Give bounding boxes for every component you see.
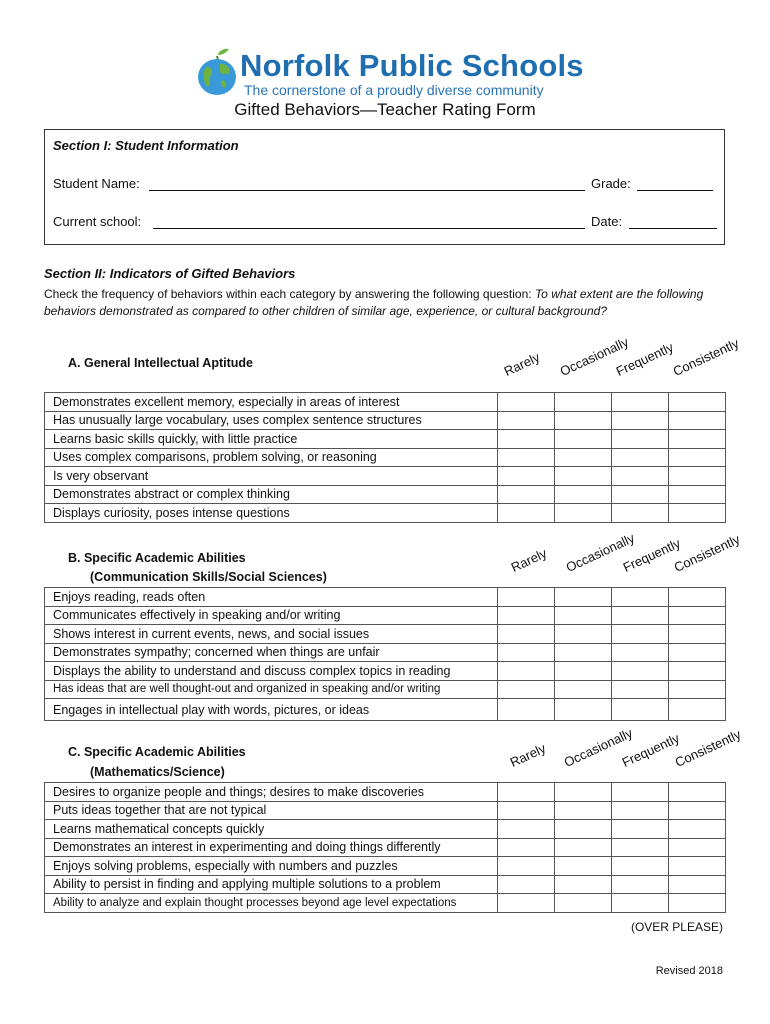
date-field[interactable] — [629, 228, 717, 229]
checkbox-cell[interactable] — [555, 680, 612, 699]
behavior-label: Uses complex comparisons, problem solving, or reasoning — [45, 448, 498, 467]
date-label: Date: — [591, 214, 623, 229]
checkbox-cell[interactable] — [669, 838, 726, 857]
category-a-table — [44, 392, 726, 523]
table-row — [45, 894, 726, 913]
freq-label-rarely: Rarely — [501, 349, 543, 379]
freq-label-consistently: Consistently — [672, 726, 744, 770]
category-b-title: B. Specific Academic Abilities — [68, 551, 246, 565]
checkbox-cell[interactable] — [612, 838, 669, 857]
checkbox-cell[interactable] — [498, 699, 555, 721]
category-c-table — [44, 782, 726, 913]
checkbox-cell[interactable] — [555, 801, 612, 820]
freq-label-frequently: Frequently — [620, 535, 683, 575]
checkbox-cell[interactable] — [555, 467, 612, 486]
checkbox-cell[interactable] — [669, 430, 726, 449]
checkbox-cell[interactable] — [669, 485, 726, 504]
checkbox-cell[interactable] — [669, 857, 726, 876]
table-row — [45, 430, 726, 449]
checkbox-cell[interactable] — [498, 820, 555, 839]
checkbox-cell[interactable] — [612, 411, 669, 430]
behavior-label: Demonstrates an interest in experimenting and doing things differently — [45, 838, 498, 857]
freq-label-frequently: Frequently — [613, 339, 676, 379]
table-row — [45, 393, 726, 412]
checkbox-cell[interactable] — [498, 875, 555, 894]
behavior-label: Communicates effectively in speaking and/or writing — [45, 606, 498, 625]
checkbox-cell[interactable] — [555, 606, 612, 625]
checkbox-cell[interactable] — [498, 485, 555, 504]
freq-label-rarely: Rarely — [507, 740, 549, 770]
checkbox-cell[interactable] — [669, 411, 726, 430]
checkbox-cell[interactable] — [669, 820, 726, 839]
checkbox-cell[interactable] — [612, 699, 669, 721]
checkbox-cell[interactable] — [555, 643, 612, 662]
checkbox-cell[interactable] — [612, 448, 669, 467]
checkbox-cell[interactable] — [555, 504, 612, 523]
checkbox-cell[interactable] — [555, 699, 612, 721]
behavior-label: Has ideas that are well thought-out and organized in speaking and/or writing — [45, 680, 498, 699]
checkbox-cell[interactable] — [612, 783, 669, 802]
checkbox-cell[interactable] — [498, 448, 555, 467]
table-row — [45, 680, 726, 699]
table-row — [45, 838, 726, 857]
behavior-label: Demonstrates sympathy; concerned when things are unfair — [45, 643, 498, 662]
checkbox-cell[interactable] — [612, 588, 669, 607]
checkbox-cell[interactable] — [555, 485, 612, 504]
checkbox-cell[interactable] — [669, 448, 726, 467]
grade-field[interactable] — [637, 190, 713, 191]
behavior-label: Has unusually large vocabulary, uses complex sentence structures — [45, 411, 498, 430]
behavior-label: Desires to organize people and things; desires to make discoveries — [45, 783, 498, 802]
table-row — [45, 588, 726, 607]
checkbox-cell[interactable] — [498, 467, 555, 486]
table-row — [45, 411, 726, 430]
checkbox-cell[interactable] — [669, 625, 726, 644]
table-row — [45, 485, 726, 504]
checkbox-cell[interactable] — [555, 820, 612, 839]
student-info-box — [44, 129, 725, 245]
checkbox-cell[interactable] — [612, 625, 669, 644]
current-school-label: Current school: — [53, 214, 142, 229]
school-name: Norfolk Public Schools — [240, 48, 584, 83]
checkbox-cell[interactable] — [612, 643, 669, 662]
freq-label-frequently: Frequently — [619, 730, 682, 770]
checkbox-cell[interactable] — [555, 857, 612, 876]
behavior-label: Enjoys solving problems, especially with numbers and puzzles — [45, 857, 498, 876]
category-a-title: A. General Intellectual Aptitude — [68, 356, 253, 370]
over-please-note: (OVER PLEASE) — [630, 920, 723, 934]
checkbox-cell[interactable] — [612, 485, 669, 504]
section2-title: Section II: Indicators of Gifted Behaviors — [44, 266, 296, 281]
school-logo — [196, 44, 596, 102]
table-row — [45, 606, 726, 625]
category-b-table — [44, 587, 726, 721]
checkbox-cell[interactable] — [498, 680, 555, 699]
behavior-label: Displays curiosity, poses intense questions — [45, 504, 498, 523]
checkbox-cell[interactable] — [612, 504, 669, 523]
checkbox-cell[interactable] — [612, 894, 669, 913]
table-row — [45, 875, 726, 894]
behavior-label: Ability to analyze and explain thought processes beyond age level expectations — [45, 894, 498, 913]
freq-label-occasionally: Occasionally — [557, 334, 631, 379]
checkbox-cell[interactable] — [669, 875, 726, 894]
table-row — [45, 699, 726, 721]
behavior-label: Ability to persist in finding and applying multiple solutions to a problem — [45, 875, 498, 894]
checkbox-cell[interactable] — [498, 857, 555, 876]
form-title: Gifted Behaviors—Teacher Rating Form — [234, 100, 536, 119]
student-name-field[interactable] — [149, 190, 585, 191]
checkbox-cell[interactable] — [669, 801, 726, 820]
freq-label-rarely: Rarely — [508, 545, 550, 575]
instruction-text: Check the frequency of behaviors within each category by answering the following question: — [44, 287, 535, 301]
behavior-label: Engages in intellectual play with words, pictures, or ideas — [45, 699, 498, 721]
table-row — [45, 857, 726, 876]
checkbox-cell[interactable] — [555, 430, 612, 449]
checkbox-cell[interactable] — [498, 894, 555, 913]
grade-label: Grade: — [591, 176, 631, 191]
freq-label-consistently: Consistently — [670, 335, 742, 379]
table-row — [45, 448, 726, 467]
table-row — [45, 643, 726, 662]
checkbox-cell[interactable] — [669, 662, 726, 681]
checkbox-cell[interactable] — [669, 606, 726, 625]
checkbox-cell[interactable] — [498, 606, 555, 625]
freq-label-occasionally: Occasionally — [563, 530, 637, 575]
checkbox-cell[interactable] — [612, 430, 669, 449]
table-row — [45, 504, 726, 523]
checkbox-cell[interactable] — [498, 504, 555, 523]
checkbox-cell[interactable] — [498, 783, 555, 802]
revision-note: Revised 2018 — [655, 965, 723, 977]
checkbox-cell[interactable] — [612, 820, 669, 839]
section1-title: Section I: Student Information — [53, 138, 239, 153]
apple-globe-icon — [196, 48, 240, 96]
checkbox-cell[interactable] — [498, 411, 555, 430]
behavior-label: Is very observant — [45, 467, 498, 486]
category-c-subtitle: (Mathematics/Science) — [90, 765, 225, 779]
school-tagline: The cornerstone of a proudly diverse community — [244, 82, 544, 98]
behavior-label: Puts ideas together that are not typical — [45, 801, 498, 820]
student-name-label: Student Name: — [53, 176, 140, 191]
checkbox-cell[interactable] — [498, 393, 555, 412]
checkbox-cell[interactable] — [498, 801, 555, 820]
checkbox-cell[interactable] — [669, 393, 726, 412]
freq-label-consistently: Consistently — [671, 531, 743, 575]
checkbox-cell[interactable] — [612, 875, 669, 894]
checkbox-cell[interactable] — [612, 662, 669, 681]
checkbox-cell[interactable] — [669, 643, 726, 662]
checkbox-cell[interactable] — [612, 393, 669, 412]
checkbox-cell[interactable] — [669, 783, 726, 802]
instruction-question: To what extent are the following behaviors demonstrated as compared to other children of similar age, experience, or cultural background? — [44, 287, 704, 318]
checkbox-cell[interactable] — [669, 467, 726, 486]
checkbox-cell[interactable] — [612, 801, 669, 820]
category-c-title: C. Specific Academic Abilities — [68, 745, 246, 759]
table-row — [45, 625, 726, 644]
checkbox-cell[interactable] — [555, 448, 612, 467]
behavior-label: Shows interest in current events, news, and social issues — [45, 625, 498, 644]
checkbox-cell[interactable] — [498, 838, 555, 857]
checkbox-cell[interactable] — [498, 625, 555, 644]
checkbox-cell[interactable] — [555, 411, 612, 430]
checkbox-cell[interactable] — [612, 857, 669, 876]
behavior-label: Demonstrates abstract or complex thinking — [45, 485, 498, 504]
checkbox-cell[interactable] — [555, 894, 612, 913]
behavior-label: Learns basic skills quickly, with little practice — [45, 430, 498, 449]
checkbox-cell[interactable] — [498, 643, 555, 662]
checkbox-cell[interactable] — [669, 588, 726, 607]
table-row — [45, 801, 726, 820]
freq-label-occasionally: Occasionally — [561, 725, 635, 770]
table-row — [45, 662, 726, 681]
table-row — [45, 467, 726, 486]
checkbox-cell[interactable] — [555, 838, 612, 857]
checkbox-cell[interactable] — [612, 606, 669, 625]
checkbox-cell[interactable] — [612, 467, 669, 486]
checkbox-cell[interactable] — [612, 680, 669, 699]
behavior-label: Enjoys reading, reads often — [45, 588, 498, 607]
table-row — [45, 783, 726, 802]
checkbox-cell[interactable] — [669, 504, 726, 523]
checkbox-cell[interactable] — [555, 588, 612, 607]
checkbox-cell[interactable] — [555, 783, 612, 802]
checkbox-cell[interactable] — [669, 699, 726, 721]
checkbox-cell[interactable] — [498, 662, 555, 681]
checkbox-cell[interactable] — [555, 625, 612, 644]
checkbox-cell[interactable] — [498, 430, 555, 449]
checkbox-cell[interactable] — [498, 588, 555, 607]
checkbox-cell[interactable] — [555, 875, 612, 894]
behavior-label: Learns mathematical concepts quickly — [45, 820, 498, 839]
checkbox-cell[interactable] — [555, 393, 612, 412]
current-school-field[interactable] — [153, 228, 585, 229]
checkbox-cell[interactable] — [555, 662, 612, 681]
section2-instructions — [44, 286, 724, 320]
checkbox-cell[interactable] — [669, 894, 726, 913]
checkbox-cell[interactable] — [669, 680, 726, 699]
behavior-label: Displays the ability to understand and discuss complex topics in reading — [45, 662, 498, 681]
category-b-subtitle: (Communication Skills/Social Sciences) — [90, 570, 327, 584]
table-row — [45, 820, 726, 839]
behavior-label: Demonstrates excellent memory, especially in areas of interest — [45, 393, 498, 412]
